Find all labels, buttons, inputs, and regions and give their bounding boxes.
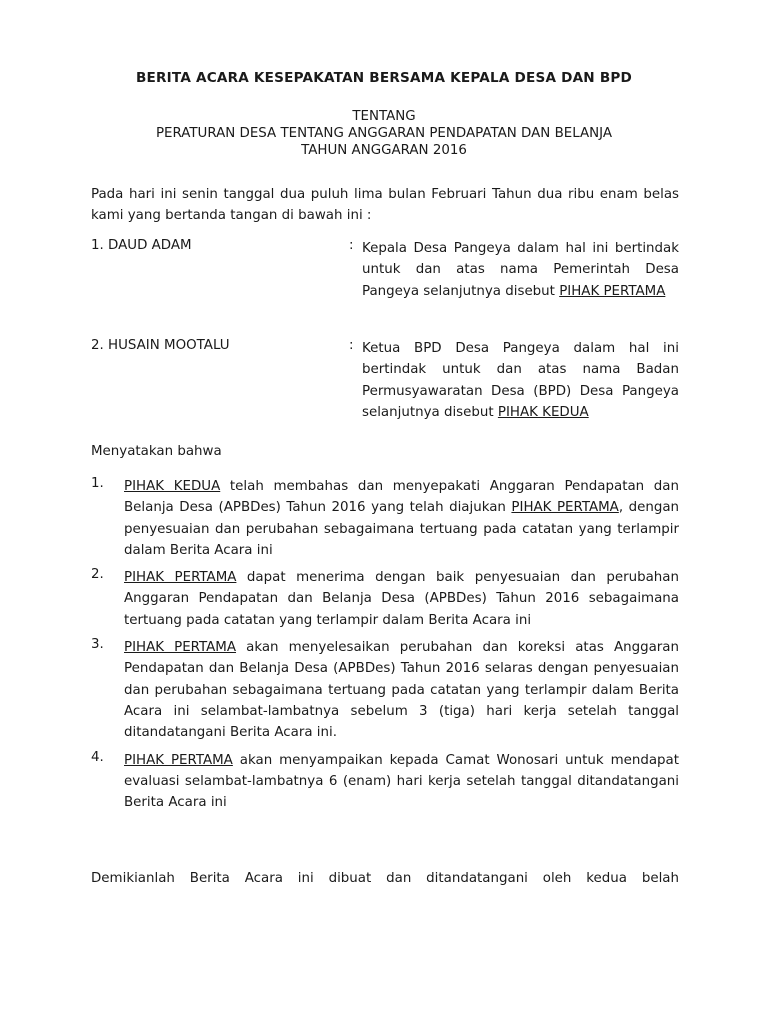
document-subheading [0,108,768,159]
item-body: telah membahas dan menyepakati Anggaran Pendapatan dan Belanja Desa (APBDes) Tahun 2016 yang telah diajukan [124,479,680,516]
list-item [91,567,679,631]
intro-paragraph: Pada hari ini senin tanggal dua puluh lima bulan Februari Tahun dua ribu enam belas kami yang bertanda tangan di bawah ini : [91,187,679,223]
item-text [124,637,679,743]
item-number: 3. [91,637,104,653]
item-party-reference: PIHAK PERTAMA [124,570,237,586]
item-number: 4. [91,749,104,765]
item-body: akan menyelesaikan perubahan dan koreksi atas Anggaran Pendapatan dan Belanja Desa (APBDes) Tahun 2016 selaras dengan penyesuaian dan perubahan sebagaimana tertuang pada catatan yang terlampir dalam Berita Acara ini selambat-lambatnya sebelum 3 (tiga) hari kerja setelah tanggal ditandatangani Berita Acara ini. [124,640,679,741]
item-party-reference: PIHAK PERTAMA [124,640,237,656]
closing-paragraph: Demikianlah Berita Acara ini dibuat dan ditandatangani oleh kedua belah [91,871,679,886]
subheading-line-3: TAHUN ANGGARAN 2016 [301,143,467,158]
party-colon: : [349,338,354,353]
item-text [124,750,679,814]
party-description-text: Ketua BPD Desa Pangeya dalam hal ini bertindak untuk dan atas nama Badan Permusyawaratan Desa (BPD) Desa Pangeya selanjutnya disebut [362,341,679,420]
list-item [91,637,679,743]
party-name: 2. HUSAIN MOOTALU [91,338,230,353]
item-body: akan menyampaikan kepada Camat Wonosari untuk mendapat evaluasi selambat-lambatnya 6 (enam) hari kerja setelah tanggal ditandatangani Berita Acara ini [124,752,679,811]
subheading-line-1: TENTANG [352,109,416,124]
party-reference: PIHAK KEDUA [497,404,589,420]
party-name: 1. DAUD ADAM [91,238,192,253]
item-body-2: , dengan penyesuaian dan perubahan sebagaimana tertuang pada catatan yang terlampir dalam Berita Acara ini [124,500,680,558]
item-number: 2. [91,567,104,583]
item-party-reference: PIHAK KEDUA [124,479,221,494]
agreement-list [91,476,679,819]
party-description [362,238,679,302]
item-text [124,567,679,631]
party-reference: PIHAK PERTAMA [559,283,666,299]
party-description [362,338,679,423]
item-body: dapat menerima dengan baik penyesuaian dan perubahan Anggaran Pendapatan dan Belanja Desa (APBDes) Tahun 2016 sebagaimana tertuang pada catatan yang terlampir dalam Berita Acara ini [124,570,679,628]
party-description-text: Kepala Desa Pangeya dalam hal ini bertindak untuk dan atas nama Pemerintah Desa Pangeya selanjutnya disebut [362,241,679,299]
item-text [124,476,679,561]
document-title: BERITA ACARA KESEPAKATAN BERSAMA KEPALA DESA DAN BPD [135,70,633,86]
list-item [91,750,679,814]
item-number: 1. [91,476,104,491]
subheading-line-2: PERATURAN DESA TENTANG ANGGARAN PENDAPATAN DAN BELANJA [155,126,613,141]
item-party-reference: PIHAK PERTAMA [124,752,233,768]
statement-heading: Menyatakan bahwa [91,444,222,459]
list-item [91,476,679,561]
item-party-reference-2: PIHAK PERTAMA [511,500,619,516]
party-colon: : [349,238,354,253]
